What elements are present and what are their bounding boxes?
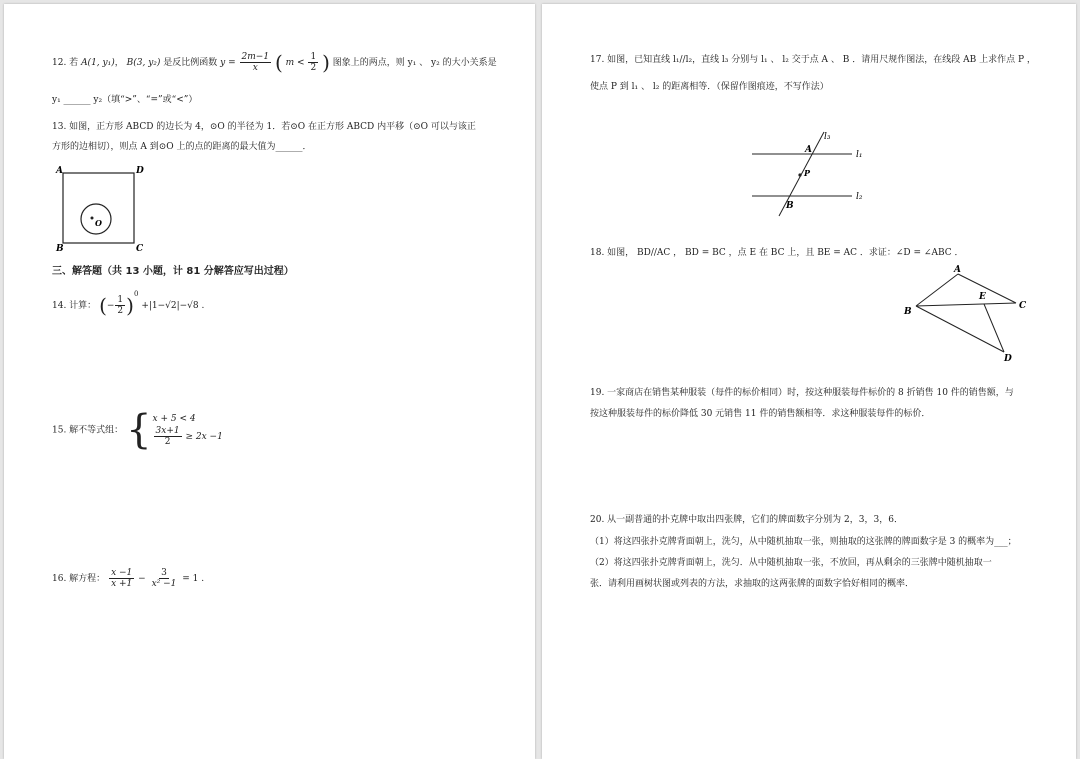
q16-minus: − <box>138 574 146 584</box>
q16-fraction-1 <box>109 568 134 589</box>
q16-f2-numerator: 3 <box>161 568 167 578</box>
q15-system <box>126 407 223 453</box>
q17-line2: 使点 P 到 l₁ 、 l₂ 的距离相等．（保留作图痕迹，不写作法） <box>590 82 829 92</box>
q14-denominator: 2 <box>117 306 124 316</box>
segment-bd <box>916 306 1004 352</box>
label-c: C <box>136 244 144 254</box>
q12-prefix: 12. 若 <box>52 58 79 68</box>
q15-brace: { <box>126 407 152 453</box>
q18-line1: 18. 如图， BD//AC ， BD = BC ，点 E 在 BC 上，且 BE = AC ．求证：∠D = ∠ABC ． <box>590 248 964 258</box>
point-p-dot <box>798 173 801 176</box>
q20-line3: （2）将这四张扑克牌背面朝上，洗匀．从中随机抽取一张，不放回，再从剩余的三张牌中随机抽取一 <box>590 558 992 568</box>
q14-rest: +|1−√2|−√8 . <box>141 301 205 311</box>
label-p: P <box>804 168 811 178</box>
label-b: B <box>786 201 794 211</box>
q12-text-mid: 是反比例函数 <box>163 58 218 68</box>
q13-square-figure <box>48 162 148 254</box>
question-16 <box>52 568 204 589</box>
q12-func-numerator: 2m−1 <box>241 52 270 62</box>
label-a: A <box>56 166 63 176</box>
q16-prefix: 16. 解方程： <box>52 574 106 584</box>
segment-ac <box>958 274 1016 303</box>
q14-exponent: 0 <box>133 290 139 298</box>
q17-parallel-lines-figure <box>748 128 878 220</box>
segment-ab <box>916 274 958 306</box>
label-d: D <box>1004 354 1012 364</box>
q18-triangle-figure <box>900 262 1040 364</box>
q20-line2: （1）将这四张扑克牌背面朝上，洗匀，从中随机抽取一张，则抽取的这张牌的牌面数字是 3 的概率为___； <box>590 537 1017 547</box>
q14-minus: − <box>106 301 115 311</box>
q12-cond-lhs: m < <box>285 58 305 68</box>
square-abcd <box>63 173 134 243</box>
q15-row1: x + 5 < 4 <box>152 414 196 424</box>
q15-row2 <box>153 426 223 447</box>
q15-fraction <box>154 426 182 447</box>
q16-f1-denominator: x +1 <box>111 579 133 589</box>
q17-line1: 17. 如图，已知直线 l₁//l₂，直线 l₃ 分别与 l₁ 、 l₂ 交于点 A 、 B ．请用尺规作图法，在线段 AB 上求作点 P ， <box>590 55 1036 65</box>
q20-line1: 20. 从一副普通的扑克牌中取出四张牌，它们的牌面数字分别为 2，3，3，6． <box>590 515 903 525</box>
q12-line2: y₁ ______ y₂（填“>”、“=”或“<”） <box>52 95 198 105</box>
label-o: O <box>95 218 102 228</box>
q20-line4: 张．请利用画树状图或列表的方法，求抽取的这两张牌的面数字恰好相同的概率． <box>590 579 915 589</box>
label-l3: l₃ <box>824 132 831 142</box>
label-b: B <box>56 244 64 254</box>
label-a: A <box>805 145 812 155</box>
q12-func-fraction <box>240 52 272 73</box>
label-l1: l₁ <box>856 150 863 160</box>
label-b: B <box>904 307 912 317</box>
q12-func-lhs: y = <box>220 58 236 68</box>
left-page <box>4 4 535 759</box>
q15-prefix: 15. 解不等式组： <box>52 425 124 436</box>
q14-paren-close: ) <box>126 293 134 318</box>
q15-denominator: 2 <box>164 437 171 447</box>
question-15 <box>52 407 223 453</box>
label-d: D <box>136 166 144 176</box>
q12-func-denominator: x <box>252 63 258 73</box>
right-page <box>542 4 1076 759</box>
q19-line2: 按这种服装每件的标价降低 30 元销售 11 件的销售额相等．求这种服装每件的标价． <box>590 409 931 419</box>
q12-paren-close: ) <box>322 50 330 75</box>
q15-row2-rest: ≥ 2x −1 <box>185 432 223 442</box>
q12-point-b: B(3, y₂) <box>126 58 161 68</box>
label-c: C <box>1019 301 1027 311</box>
q19-line1: 19. 一家商店在销售某种服装（每件的标价相同）时，按这种服装每件标价的 8 折销售 10 件的销售额，与 <box>590 388 1014 398</box>
segment-ed <box>984 304 1004 352</box>
q12-cond-fraction <box>308 52 318 73</box>
q12-cond-numerator: 1 <box>310 52 317 62</box>
center-o-dot <box>91 217 94 220</box>
q16-f2-denominator: x² −1 <box>151 579 177 589</box>
segment-bc <box>916 303 1016 306</box>
label-l2: l₂ <box>856 192 863 202</box>
q15-rows <box>153 413 223 447</box>
section-3-heading: 三、解答题（共 13 小题，计 81 分解答应写出过程） <box>52 266 294 277</box>
label-a: A <box>954 265 961 275</box>
q12-cond-denominator: 2 <box>310 63 317 73</box>
q16-fraction-2 <box>150 568 179 589</box>
q14-fraction <box>115 295 125 316</box>
label-e: E <box>979 292 986 302</box>
q12-separator: ， <box>114 58 124 68</box>
q15-numerator: 3x+1 <box>155 426 180 436</box>
question-14 <box>52 288 204 316</box>
q14-prefix: 14. 计算： <box>52 301 97 311</box>
q14-paren-open: ( <box>99 293 107 318</box>
q12-text-post: 图象上的两点，则 y₁ 、 y₂ 的大小关系是 <box>332 58 497 68</box>
q12-point-a: A(1, y₁) <box>81 58 115 68</box>
q14-numerator: 1 <box>117 295 124 305</box>
q16-rest: = 1 . <box>182 574 205 584</box>
q16-f1-numerator: x −1 <box>111 568 133 578</box>
q13-line2: 方形的边相切），则点 A 到⊙O 上的点的距离的最大值为______． <box>52 142 312 152</box>
q13-line1: 13. 如图，正方形 ABCD 的边长为 4，⊙O 的半径为 1．若⊙O 在正方形 ABCD 内平移（⊙O 可以与该正 <box>52 122 476 132</box>
question-12 <box>52 52 497 73</box>
q12-paren-open: ( <box>274 50 283 75</box>
